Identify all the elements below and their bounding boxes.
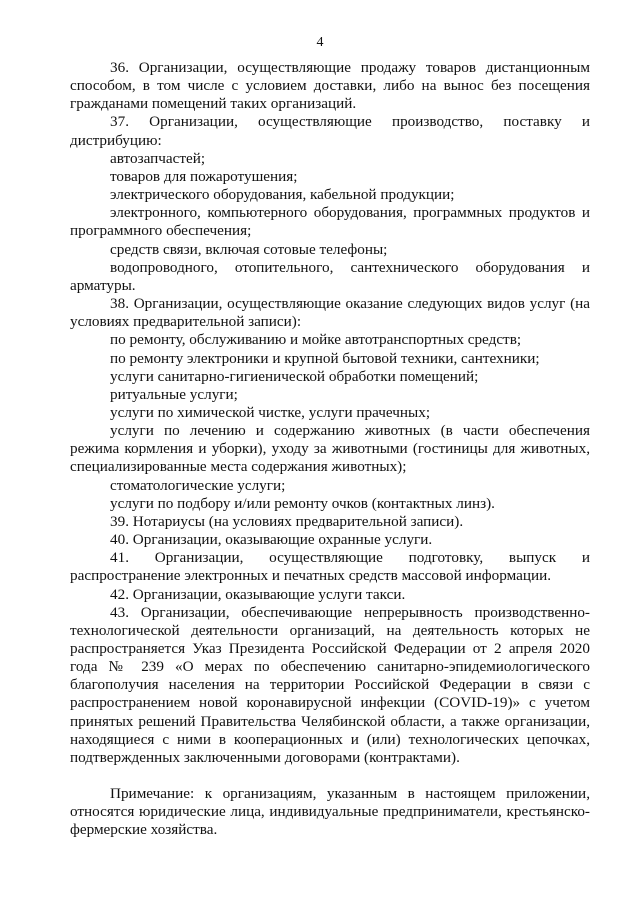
- list-subitem: электрического оборудования, кабельной продукции;: [110, 186, 455, 204]
- list-subitem: ритуальные услуги;: [110, 385, 238, 403]
- page-number: 4: [316, 35, 324, 50]
- list-subitem: услуги по подбору и/или ремонту очков (контактных линз).: [110, 494, 495, 512]
- list-item: электронного, компьютерного оборудования, программных продуктов и программного обеспечения;: [70, 204, 590, 240]
- document-body: [70, 59, 590, 840]
- list-subitem: 39. Нотариусы (на условиях предварительной записи).: [110, 512, 464, 530]
- list-subitem: 42. Организации, оказывающие услуги такси.: [110, 585, 406, 603]
- list-subitem: товаров для пожаротушения;: [110, 167, 298, 185]
- list-subitem: по ремонту электроники и крупной бытовой техники, сантехники;: [110, 349, 540, 367]
- list-subitem: 40. Организации, оказывающие охранные услуги.: [110, 531, 433, 549]
- list-item: 38. Организации, осуществляющие оказание следующих видов услуг (на условиях предварительной записи):: [70, 295, 590, 331]
- list-subitem: по ремонту, обслуживанию и мойке автотранспортных средств;: [110, 331, 522, 349]
- list-item: 37. Организации, осуществляющие производство, поставку и дистрибуцию:: [70, 113, 590, 149]
- list-subitem: услуги санитарно-гигиенической обработки помещений;: [110, 367, 479, 385]
- list-item: услуги по лечению и содержанию животных (в части обеспечения режима кормления и уборки), уходу за животными (гостиницы для животных, специализированные места содержания животных);: [70, 422, 590, 476]
- list-subitem: стоматологические услуги;: [110, 476, 286, 494]
- list-item: 36. Организации, осуществляющие продажу товаров дистанционным способом, в том числе с условием доставки, либо на вынос без посещения гражданами помещений таких организаций.: [70, 59, 590, 113]
- list-subitem: услуги по химической чистке, услуги прачечных;: [110, 403, 431, 421]
- note-paragraph: Примечание: к организациям, указанным в настоящем приложении, относятся юридические лица, индивидуальные предприниматели, крестьянско-фермерские хозяйства.: [70, 785, 590, 839]
- list-item: 41. Организации, осуществляющие подготовку, выпуск и распространение электронных и печатных средств массовой информации.: [70, 549, 590, 585]
- list-item: 43. Организации, обеспечивающие непрерывность производственно-технологической деятельности организаций, на деятельность которых не распространяется Указ Президента Российской Федерации от 2 апреля 2020 года № 239 «О мерах по обеспечению санитарно-эпидемиологического благополучия населения на территории Российской Федерации в связи с распространением новой коронавирусной инфекции (COVID-19)» с учетом принятых решений Правительства Челябинской области, а также организации, находящиеся с ними в кооперационных и (или) технологических цепочках, подтвержденных заключенными договорами (контрактами).: [70, 603, 590, 766]
- list-subitem: автозапчастей;: [110, 149, 206, 167]
- list-item: водопроводного, отопительного, сантехнического оборудования и арматуры.: [70, 258, 590, 294]
- list-subitem: средств связи, включая сотовые телефоны;: [110, 240, 388, 258]
